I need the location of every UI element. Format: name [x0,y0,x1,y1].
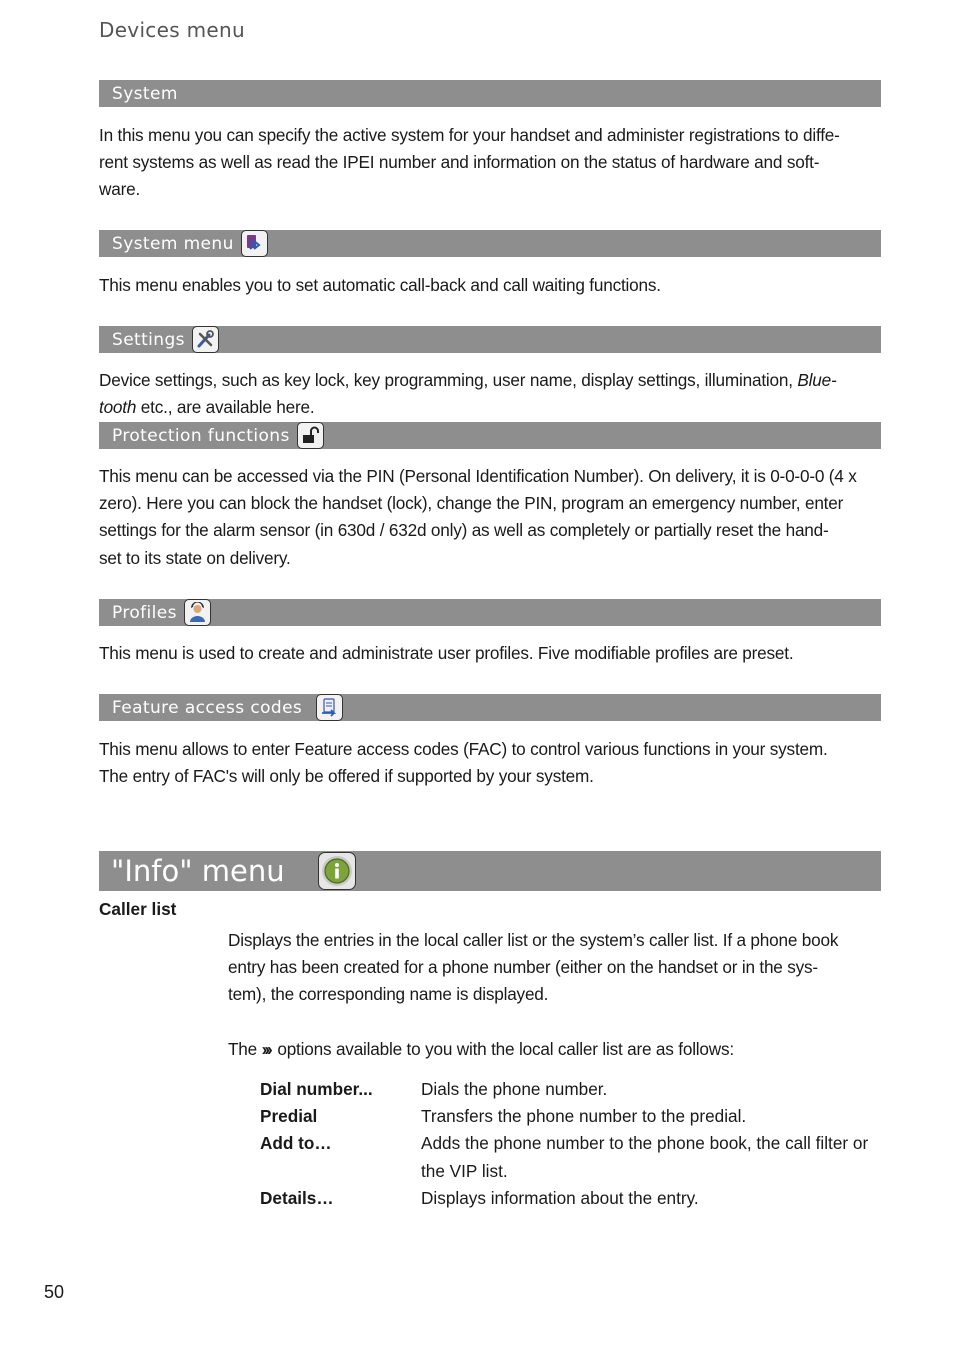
text-line: This menu is used to create and administrate user profiles. Five modifiable profiles are preset. [99,643,794,663]
section-title: System menu [112,233,234,254]
option-term: Details… [260,1187,334,1208]
text-line: The entry of FAC's will only be offered if supported by your system. [99,766,594,787]
system-menu-icon [241,230,268,257]
info-icon [318,852,356,890]
text-line: entry has been created for a phone number (either on the handset or in the sys- [228,957,818,978]
section-bar-protection-functions [99,422,881,449]
running-head: Devices menu [99,18,245,42]
option-description: Adds the phone number to the phone book, the call filter or the VIP list. [421,1133,869,1181]
text-line [99,394,889,421]
option-term: Dial number... [260,1079,373,1099]
option-term: Predial [260,1106,318,1127]
page-number: 50 [44,1282,65,1302]
settings-description [99,367,889,421]
option-description: Dials the phone number. [421,1079,608,1099]
italic-text: Blue- [797,370,837,390]
section-title: Profiles [112,602,177,623]
system-description [99,122,889,204]
option-description: Transfers the phone number to the predial. [421,1106,747,1127]
section-title: Settings [112,329,185,350]
text-line [228,1036,878,1063]
protection-description [99,463,889,572]
option-description: Displays information about the entry. [421,1187,699,1208]
text-line: rent systems as well as read the IPEI number and information on the status of hardware and soft- [99,152,820,173]
phone-codes-icon [316,694,343,721]
text-line: This menu can be accessed via the PIN (Personal Identification Number). On delivery, it is 0-0-0-0 (4 x [99,466,857,486]
text-line: This menu allows to enter Feature access codes (FAC) to control various functions in your system. [99,739,828,759]
text-span: The [228,1039,262,1059]
section-title: Protection functions [112,425,290,446]
lock-icon [297,422,324,449]
section-bar-profiles [99,599,881,626]
profiles-description [99,640,889,667]
text-line: settings for the alarm sensor (in 630d / 632d only) as well as completely or partially reset the hand- [99,520,829,541]
text-line: set to its state on delivery. [99,547,291,568]
options-chevron-icon: ››› [261,1039,270,1059]
section-title: Feature access codes [112,697,303,718]
tools-icon [192,326,219,353]
info-menu-heading-bar [99,851,881,891]
system-menu-description [99,272,889,299]
fac-description [99,736,889,790]
caller-list-description [228,927,878,1009]
caller-list-heading: Caller list [99,899,177,919]
text-span: Device settings, such as key lock, key programming, user name, display settings, illumination, [99,370,798,390]
section-bar-feature-access-codes [99,694,881,721]
caller-list-options-intro [228,1036,878,1063]
text-span: options available to you with the local caller list are as follows: [272,1039,734,1059]
text-line: In this menu you can specify the active system for your handset and administer registrations to diffe- [99,125,840,145]
section-bar-system [99,80,881,107]
text-line: tem), the corresponding name is displayed. [228,984,549,1005]
section-title: System [112,83,178,104]
info-menu-title: "Info" menu [111,854,285,888]
user-profile-icon [184,599,211,626]
section-bar-system-menu [99,230,881,257]
text-line [99,367,889,394]
text-line: Displays the entries in the local caller list or the system’s caller list. If a phone book [228,930,839,950]
option-term: Add to… [260,1133,332,1154]
section-bar-settings [99,326,881,353]
text-line: This menu enables you to set automatic call-back and call waiting functions. [99,275,661,295]
italic-text: tooth [99,397,137,418]
text-span: etc., are available here. [136,397,315,418]
text-line: zero). Here you can block the handset (lock), change the PIN, program an emergency number, enter [99,493,844,514]
text-line: ware. [99,179,141,200]
